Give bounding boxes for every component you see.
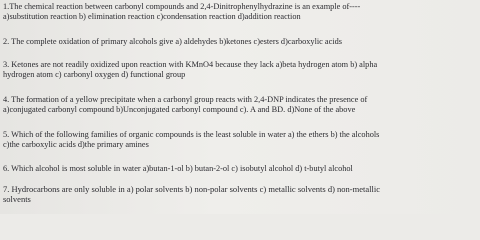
question-5 [3, 130, 479, 149]
question-4-options: a)conjugated carbonyl compound b)Unconjugated carbonyl compound c). A and BD. d)None of the above [3, 104, 356, 114]
question-1 [3, 2, 479, 21]
question-4-stem: 4. The formation of a yellow precipitate when a carbonyl group reacts with 2,4-DNP indicates the presence of [3, 95, 368, 104]
question-3 [3, 60, 479, 79]
question-6 [3, 164, 479, 174]
question-5-stem: 5. Which of the following families of organic compounds is the least soluble in water a) the ethers b) the alcohols [3, 130, 380, 139]
question-3-options: hydrogen atom c) carbonyl oxygen d) functional group [3, 69, 186, 79]
question-4 [3, 95, 479, 114]
question-7 [3, 185, 479, 204]
question-6-text: 6. Which alcohol is most soluble in water a)butan-1-ol b) butan-2-ol c) isobutyl alcohol d) t-butyl alcohol [3, 164, 353, 173]
question-5-options: c)the carboxylic acids d)the primary amines [3, 139, 149, 149]
question-7-stem: 7. Hydrocarbons are only soluble in a) polar solvents b) non-polar solvents c) metallic solvents d) non-metallic [3, 185, 380, 194]
question-1-stem: 1.The chemical reaction between carbonyl compounds and 2,4-Dinitrophenylhydrazine is an example of---- [3, 2, 361, 11]
question-7-continuation: solvents [3, 193, 31, 204]
question-2-text: 2. The complete oxidation of primary alcohols give a) aldehydes b)ketones c)esters d)carboxylic acids [3, 37, 342, 46]
question-2 [3, 37, 479, 47]
question-3-stem: 3. Ketones are not readily oxidized upon reaction with KMnO4 because they lack a)beta hydrogen atom b) alpha [3, 60, 378, 69]
question-1-options: a)substitution reaction b) elimination reaction c)condensation reaction d)addition reaction [3, 11, 301, 21]
